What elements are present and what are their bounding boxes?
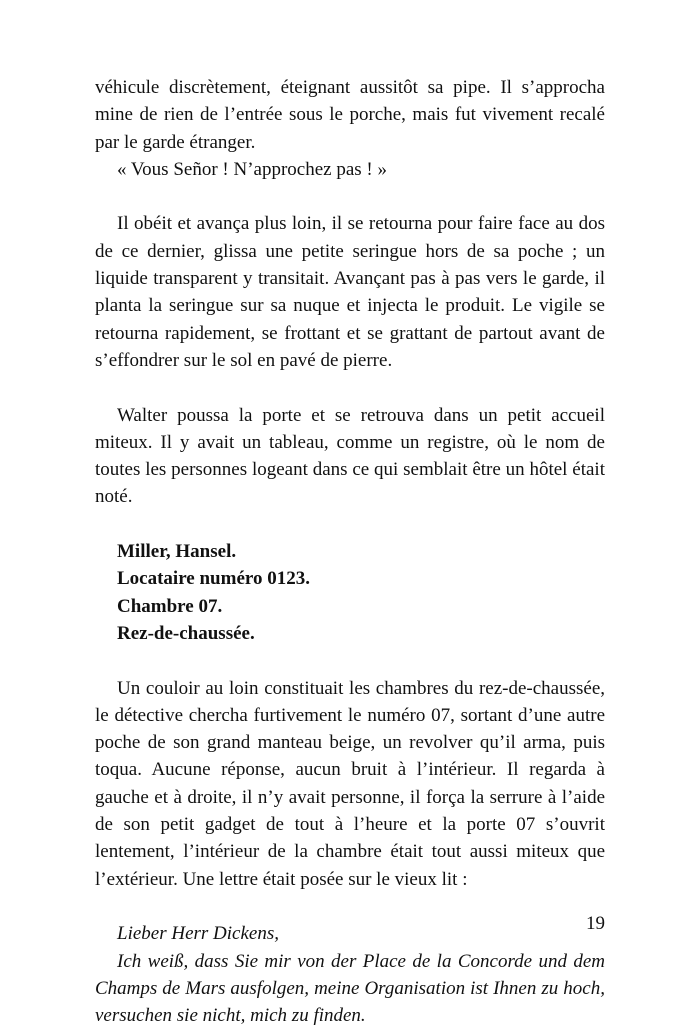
register-line-tenant: Locataire numéro 0123. (95, 565, 605, 592)
paragraph-gap (95, 511, 605, 538)
paragraph-corridor: Un couloir au loin constituait les chambres du rez-de-chaussée, le détective chercha furtivement le numéro 07, sortant d’une autre poche de son grand manteau beige, un revolver qu’il arma, puis toqua. Aucune réponse, aucun bruit à l’intérieur. Il regarda à gauche et à droite, il n’y avait personne, il força la serrure à l’aide de son petit gadget de tout à l’heure et la porte 07 s’ouvrit lentement, l’intérieur de la chambre était tout aussi miteux que l’extérieur. Une lettre était posée sur le vieux lit : (95, 675, 605, 893)
page-number: 19 (575, 913, 605, 935)
page-text (95, 74, 605, 1029)
paragraph-gap (95, 893, 605, 920)
register-line-floor: Rez-de-chaussée. (95, 620, 605, 647)
register-line-name: Miller, Hansel. (95, 538, 605, 565)
paragraph-gap (95, 647, 605, 674)
paragraph-continuation: véhicule discrètement, éteignant aussitôt sa pipe. Il s’approcha mine de rien de l’entrée sous le porche, mais fut vivement recalé par le garde étranger. (95, 74, 605, 156)
letter-body: Ich weiß, dass Sie mir von der Place de la Concorde und dem Champs de Mars ausfolgen, meine Organisation ist Ihnen zu hoch, versuchen sie nicht, mich zu finden. (95, 948, 605, 1029)
dialogue-line: « Vous Señor ! N’approchez pas ! » (95, 156, 605, 183)
paragraph-syringe: Il obéit et avança plus loin, il se retourna pour faire face au dos de ce dernier, glissa une petite seringue hors de sa poche ; un liquide transparent y transitait. Avançant pas à pas vers le garde, il planta la seringue sur sa nuque et injecta le produit. Le vigile se retourna rapidement, se frottant et se grattant de partout avant de s’effondrer sur le sol en pavé de pierre. (95, 210, 605, 374)
register-line-room: Chambre 07. (95, 593, 605, 620)
letter-salutation: Lieber Herr Dickens, (95, 920, 605, 947)
paragraph-gap (95, 183, 605, 210)
paragraph-register: Walter poussa la porte et se retrouva dans un petit accueil miteux. Il y avait un tableau, comme un registre, où le nom de toutes les personnes logeant dans ce qui semblait être un hôtel était noté. (95, 402, 605, 511)
paragraph-gap (95, 374, 605, 401)
